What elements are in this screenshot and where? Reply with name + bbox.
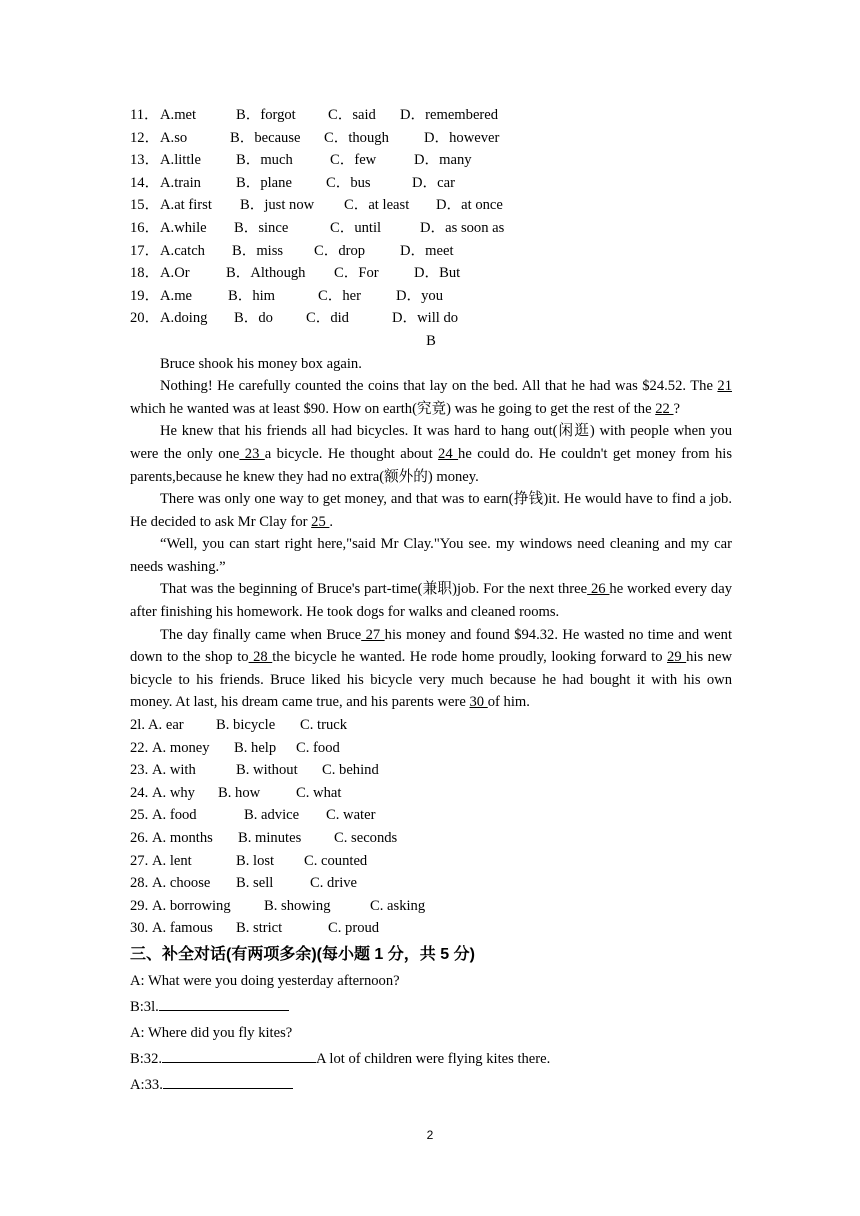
cloze-option: A. famous: [152, 920, 213, 937]
answer-blank[interactable]: [159, 994, 289, 1011]
passage-text: of him.: [487, 694, 530, 711]
answer-option: C．until: [330, 219, 382, 236]
cloze-option: C. counted: [304, 852, 368, 869]
answer-option: A.doing: [160, 310, 208, 327]
cloze-option: A. choose: [152, 875, 211, 892]
passage-paragraph: [130, 488, 732, 533]
cloze-row: [130, 782, 732, 805]
question-row: [130, 307, 732, 330]
passage-paragraph: [130, 353, 732, 376]
passage-text: He knew that his friends all had bicycles. It was hard to hang out(闲逛) with people when you were the only one: [130, 423, 732, 462]
dialogue-text: A:33.: [130, 1076, 163, 1093]
answer-option: B．much: [236, 152, 293, 169]
passage-text: ?: [673, 400, 680, 417]
cloze-number: 25.: [130, 807, 149, 824]
question-number: 20．: [130, 310, 160, 327]
question-row: [130, 149, 732, 172]
answer-option: C．at least: [344, 197, 410, 214]
question-row: [130, 104, 732, 127]
cloze-row: [130, 827, 732, 850]
cloze-row: [130, 804, 732, 827]
question-number: 19．: [130, 287, 160, 304]
cloze-option: B. strict: [236, 920, 283, 937]
passage-text: The day finally came when Bruce: [160, 626, 362, 643]
blank-23: 23: [239, 445, 265, 462]
blank-24: 24: [438, 445, 459, 462]
cloze-option: A. ear: [148, 717, 184, 734]
cloze-option: B. bicycle: [216, 717, 276, 734]
question-row: [130, 240, 732, 263]
cloze-option: B. minutes: [238, 830, 302, 846]
cloze-row: [130, 895, 732, 918]
answer-option: B．just now: [240, 197, 315, 214]
question-number: 17．: [130, 242, 160, 259]
blank-26: 26: [587, 581, 610, 598]
cloze-number: 28.: [130, 875, 149, 892]
cloze-row: [130, 714, 732, 737]
cloze-option: B. sell: [236, 875, 274, 892]
question-row: [130, 127, 732, 150]
dialogue-text: A: Where did you fly kites?: [130, 1024, 293, 1041]
question-row: [130, 194, 732, 217]
cloze-number: 29.: [130, 897, 149, 914]
answer-option: D．remembered: [400, 107, 499, 123]
answer-option: B．forgot: [236, 107, 296, 123]
passage-text: he could do. He couldn't get money from his parents,because he knew they had no extra(额外的) money.: [130, 445, 733, 485]
passage-text: which he wanted was at least $90. How on earth(究竟) was he going to get the rest of the: [130, 400, 656, 417]
cloze-option: A. food: [152, 807, 197, 824]
cloze-row: [130, 737, 732, 760]
answer-option: A.Or: [160, 265, 190, 282]
cloze-option: B. showing: [264, 897, 331, 914]
answer-option: A.little: [160, 152, 201, 169]
cloze-option: B. lost: [236, 852, 275, 869]
answer-option: D．at once: [436, 197, 503, 214]
question-number: 13．: [130, 152, 160, 169]
cloze-option: C. what: [296, 784, 342, 801]
answer-option: C．For: [334, 265, 379, 282]
cloze-option: A. money: [152, 739, 210, 756]
cloze-row: [130, 872, 732, 895]
passage-text: his new bicycle to his friends. Bruce liked his bicycle very much because he had bought it with his own money. At last, his dream came true, and his parents were: [130, 649, 732, 711]
question-number: 18．: [130, 265, 160, 282]
answer-option: B．do: [234, 310, 273, 327]
section-3-heading: 三、补全对话(有两项多余)(每小题 1 分，共 5 分): [130, 945, 475, 963]
answer-option: C．said: [328, 107, 376, 123]
cloze-option: A. why: [152, 784, 195, 801]
answer-blank[interactable]: [162, 1046, 316, 1063]
cloze-number: 30.: [130, 920, 149, 937]
cloze-option: C. proud: [328, 920, 380, 937]
page-number: 2: [426, 1128, 434, 1142]
answer-option: B．because: [230, 129, 301, 146]
dialogue-line: [130, 994, 732, 1020]
dialogue: [130, 968, 732, 1098]
question-number: 15．: [130, 197, 160, 214]
cloze-option: B. how: [218, 784, 261, 801]
worksheet-page: [130, 104, 732, 1098]
blank-21: 21: [717, 378, 732, 395]
cloze-number: 26.: [130, 830, 149, 846]
cloze-option: C. truck: [300, 717, 348, 734]
cloze-option: A. lent: [152, 852, 192, 869]
blank-29: 29: [667, 649, 687, 666]
answer-option: D．will do: [392, 310, 459, 327]
dialogue-text: B:32.: [130, 1050, 163, 1067]
answer-option: C．her: [318, 287, 361, 304]
answer-option: D．car: [412, 174, 455, 191]
blank-25: 25: [311, 513, 330, 530]
passage-text: his money and found $94.32. He wasted no time and went down to the shop to: [130, 626, 732, 666]
dialogue-line: [130, 1046, 732, 1072]
question-row: [130, 172, 732, 195]
answer-blank[interactable]: [163, 1072, 293, 1089]
answer-option: A.met: [160, 107, 197, 123]
dialogue-line: [130, 1072, 732, 1098]
question-number: 14．: [130, 174, 160, 191]
answer-option: B．plane: [236, 174, 292, 191]
section-b-label: B: [426, 332, 436, 349]
passage-paragraph: [130, 624, 732, 714]
cloze-number: 23.: [130, 762, 149, 779]
answer-option: C．though: [324, 129, 389, 146]
passage-paragraph: [130, 375, 732, 420]
answer-option: D．however: [424, 129, 500, 146]
cloze-option: B. advice: [244, 807, 300, 824]
cloze-number: 2l.: [130, 717, 145, 734]
answer-option: A.so: [160, 129, 188, 146]
passage-paragraph: [130, 533, 732, 578]
passage-text: Bruce shook his money box again.: [160, 355, 362, 372]
dialogue-text: B:3l.: [130, 998, 159, 1015]
answer-option: C．drop: [314, 242, 366, 259]
answer-option: C．few: [330, 152, 377, 169]
answer-option: D．many: [414, 152, 472, 169]
answer-option: B．him: [228, 287, 276, 304]
answer-option: D．as soon as: [420, 219, 505, 236]
passage-text: the bicycle he wanted. He rode home proudly, looking forward to: [272, 649, 668, 666]
answer-option: C．bus: [326, 174, 371, 191]
passage-text: he worked every day after finishing his homework. He took dogs for walks and cleaned rooms.: [130, 581, 732, 621]
answer-option: B．since: [234, 219, 289, 236]
blank-30: 30: [469, 694, 488, 711]
answer-option: A.train: [160, 174, 201, 191]
cloze-option: C. water: [326, 807, 376, 824]
blank-22: 22: [655, 400, 674, 417]
reading-passage: [130, 353, 732, 715]
passage-text: .: [329, 513, 334, 530]
answer-option: C．did: [306, 310, 349, 327]
answer-option: A.at first: [160, 197, 212, 214]
cloze-number: 27.: [130, 852, 149, 869]
cloze-option: C. asking: [370, 897, 426, 914]
cloze-row: [130, 759, 732, 782]
cloze-number: 22.: [130, 739, 149, 756]
question-row: [130, 262, 732, 285]
answer-option: D．you: [396, 287, 444, 304]
question-row: [130, 217, 732, 240]
dialogue-text: A lot of children were flying kites there.: [316, 1050, 551, 1067]
answer-option: A.me: [160, 287, 193, 304]
cloze-option: B. help: [234, 739, 277, 756]
answer-option: B．miss: [232, 242, 284, 259]
question-number: 12．: [130, 129, 160, 146]
answer-option: B．Although: [226, 265, 306, 282]
passage-text: There was only one way to get money, and that was to earn(挣钱)it. He would have to find a job. He decided to ask Mr Clay for: [130, 491, 732, 530]
cloze-option: C. food: [296, 739, 340, 756]
passage-text: a bicycle. He thought about: [264, 445, 439, 462]
cloze-options-list: [130, 714, 732, 940]
cloze-option: B. without: [236, 762, 298, 779]
cloze-row: [130, 917, 732, 940]
answer-option: D．meet: [400, 242, 454, 259]
answer-option: D．But: [414, 265, 461, 282]
answer-option: A.catch: [160, 242, 205, 259]
cloze-option: A. borrowing: [152, 897, 231, 914]
dialogue-text: A: What were you doing yesterday afternoon?: [130, 972, 400, 989]
cloze-number: 24.: [130, 784, 149, 801]
dialogue-line: [130, 968, 732, 994]
cloze-row: [130, 850, 732, 873]
passage-text: Nothing! He carefully counted the coins that lay on the bed. All that he had was $24.52. The: [160, 378, 718, 395]
dialogue-line: [130, 1020, 732, 1046]
cloze-option: C. seconds: [334, 830, 398, 846]
cloze-option: A. with: [152, 762, 196, 779]
multiple-choice-list: [130, 104, 732, 330]
question-number: 11．: [130, 107, 159, 123]
blank-28: 28: [248, 649, 273, 666]
passage-text: “Well, you can start right here,"said Mr Clay."You see. my windows need cleaning and my car needs washing.”: [130, 536, 732, 575]
question-row: [130, 285, 732, 308]
passage-paragraph: [130, 420, 732, 488]
cloze-option: C. behind: [322, 762, 379, 779]
cloze-option: A. months: [152, 830, 213, 846]
blank-27: 27: [361, 626, 385, 643]
passage-text: That was the beginning of Bruce's part-time(兼职)job. For the next three: [160, 581, 588, 598]
passage-paragraph: [130, 578, 732, 623]
question-number: 16．: [130, 219, 160, 236]
cloze-option: C. drive: [310, 875, 358, 892]
answer-option: A.while: [160, 219, 207, 236]
